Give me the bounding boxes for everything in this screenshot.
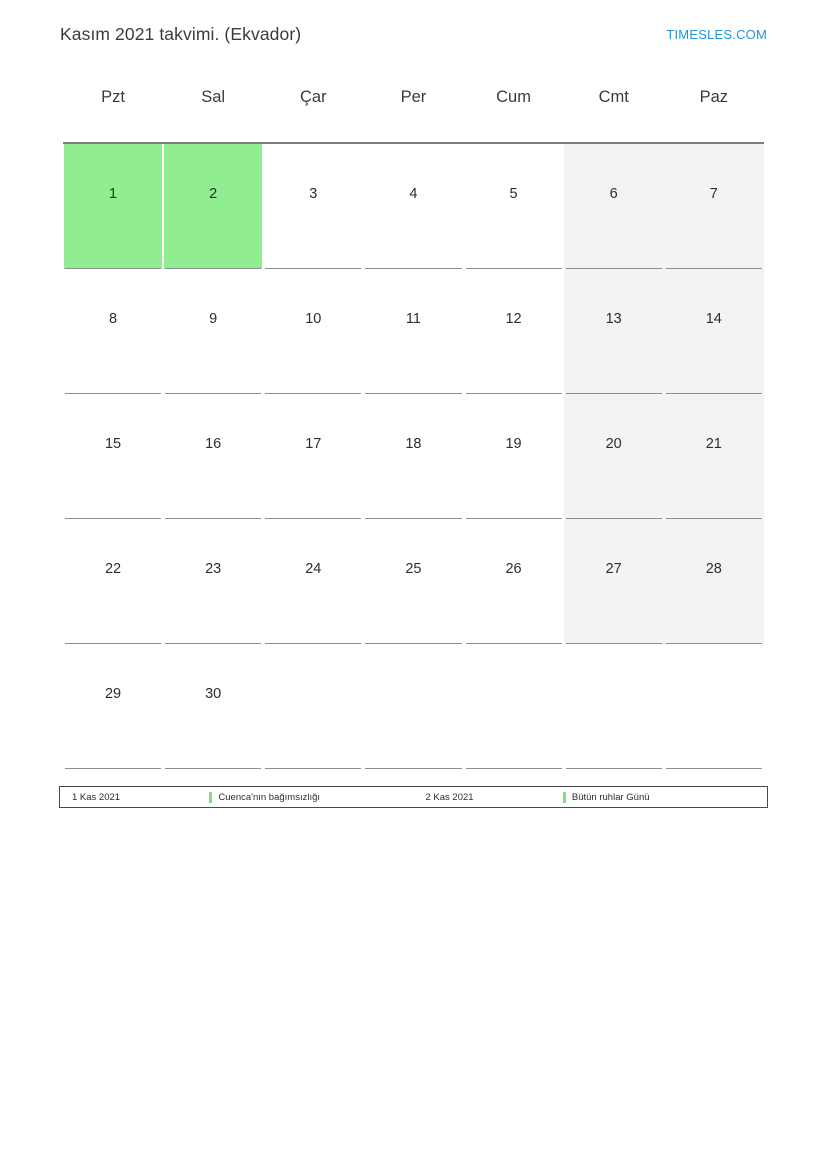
cell-divider [65, 393, 161, 394]
cell-divider [566, 393, 662, 394]
calendar-day-cell[interactable] [464, 394, 564, 519]
brand-link[interactable]: TIMESLES.COM [666, 26, 767, 42]
day-number: 1 [109, 186, 118, 202]
cell-divider [365, 643, 461, 644]
calendar-day-cell[interactable] [163, 644, 263, 769]
cell-divider [566, 518, 662, 519]
calendar-day-cell[interactable] [664, 519, 764, 644]
calendar-day-cell[interactable] [63, 144, 163, 269]
calendar-day-cell[interactable] [163, 269, 263, 394]
cell-divider [365, 393, 461, 394]
day-number: 5 [509, 186, 518, 202]
cell-divider [65, 518, 161, 519]
day-number: 29 [104, 686, 122, 702]
day-number: 10 [305, 311, 322, 327]
calendar-day-cell[interactable] [163, 144, 263, 269]
cell-divider [65, 768, 161, 769]
day-number: 26 [505, 561, 522, 577]
calendar-day-cell[interactable] [564, 144, 664, 269]
cell-divider [165, 393, 261, 394]
weekday-label-per: Per [400, 88, 427, 106]
cell-divider [466, 518, 562, 519]
cell-divider [265, 768, 361, 769]
weekday-label-pzt: Pzt [101, 88, 125, 106]
day-number: 11 [405, 311, 421, 327]
calendar-week-row [63, 144, 764, 269]
calendar-day-cell[interactable] [664, 394, 764, 519]
day-number: 7 [709, 186, 718, 202]
cell-divider [165, 768, 261, 769]
cell-divider [165, 268, 261, 269]
cell-divider [265, 268, 361, 269]
cell-divider [365, 268, 461, 269]
day-number: 24 [305, 561, 322, 577]
calendar-cell-empty [464, 644, 564, 769]
weekday-label-çar: Çar [300, 88, 327, 106]
calendar-week-row [63, 394, 764, 519]
legend-date: 2 Kas 2021 [425, 791, 474, 803]
day-number: 23 [205, 561, 222, 577]
legend-entry [563, 792, 767, 803]
day-number: 20 [605, 436, 622, 452]
cell-divider [566, 268, 662, 269]
legend-color-swatch [209, 792, 212, 803]
day-number: 21 [705, 436, 722, 452]
calendar-cell-empty [664, 644, 764, 769]
holiday-highlight [164, 144, 262, 269]
day-number: 30 [205, 686, 222, 702]
cell-divider [566, 768, 662, 769]
holiday-legend [59, 786, 768, 808]
calendar-day-cell[interactable] [63, 394, 163, 519]
day-number: 8 [109, 311, 118, 327]
cell-divider [466, 768, 562, 769]
day-number: 16 [205, 436, 222, 452]
day-number: 4 [409, 186, 418, 202]
cell-divider [165, 518, 261, 519]
calendar-day-cell[interactable] [363, 519, 463, 644]
cell-divider [265, 518, 361, 519]
day-number: 27 [605, 561, 622, 577]
cell-divider [365, 768, 461, 769]
cell-divider [466, 268, 562, 269]
page-title: Kasım 2021 takvimi. (Ekvador) [60, 23, 302, 44]
cell-divider [165, 643, 261, 644]
calendar-cell-empty [263, 644, 363, 769]
calendar-day-cell[interactable] [363, 144, 463, 269]
cell-divider [566, 643, 662, 644]
cell-divider [365, 518, 461, 519]
legend-holiday-name: Cuenca'nın bağımsızlığı [218, 791, 321, 803]
day-number: 3 [309, 186, 318, 202]
calendar-day-cell[interactable] [63, 644, 163, 769]
day-number: 9 [209, 311, 218, 327]
calendar-day-cell[interactable] [263, 269, 363, 394]
day-number: 14 [705, 311, 722, 327]
cell-divider [666, 393, 762, 394]
calendar-day-cell[interactable] [263, 144, 363, 269]
weekday-label-cum: Cum [496, 88, 531, 106]
calendar-day-cell[interactable] [263, 519, 363, 644]
day-number: 12 [505, 311, 522, 327]
calendar-day-cell[interactable] [664, 144, 764, 269]
day-number: 17 [305, 436, 322, 452]
calendar-day-cell[interactable] [664, 269, 764, 394]
cell-divider [65, 643, 161, 644]
day-number: 2 [209, 186, 218, 202]
calendar-grid [63, 142, 764, 769]
legend-holiday-name: Bütün ruhlar Günü [571, 791, 650, 803]
legend-entry [209, 792, 413, 803]
calendar-day-cell[interactable] [63, 519, 163, 644]
day-number: 25 [405, 561, 422, 577]
cell-divider [666, 768, 762, 769]
calendar-cell-empty [564, 644, 664, 769]
calendar-day-cell[interactable] [163, 519, 263, 644]
day-number: 28 [705, 561, 722, 577]
calendar-day-cell[interactable] [363, 269, 463, 394]
cell-divider [265, 393, 361, 394]
cell-divider [466, 393, 562, 394]
cell-divider [666, 643, 762, 644]
calendar-week-row [63, 269, 764, 394]
calendar-day-cell[interactable] [564, 269, 664, 394]
calendar-day-cell[interactable] [363, 394, 463, 519]
day-number: 6 [609, 186, 618, 202]
cell-divider [265, 643, 361, 644]
calendar-day-cell[interactable] [263, 394, 363, 519]
calendar-day-cell[interactable] [464, 144, 564, 269]
day-number: 18 [405, 436, 422, 452]
calendar-day-cell[interactable] [564, 519, 664, 644]
cell-divider [65, 268, 161, 269]
cell-divider [666, 518, 762, 519]
holiday-highlight [64, 144, 162, 269]
weekday-label-sal: Sal [201, 88, 226, 106]
calendar-day-cell[interactable] [464, 519, 564, 644]
cell-divider [666, 268, 762, 269]
cell-divider [466, 643, 562, 644]
calendar-week-row [63, 644, 764, 769]
calendar-week-row [63, 519, 764, 644]
day-number: 22 [104, 561, 122, 577]
day-number: 15 [104, 436, 122, 452]
legend-date: 1 Kas 2021 [72, 791, 121, 803]
calendar-day-cell[interactable] [163, 394, 263, 519]
calendar-cell-empty [363, 644, 463, 769]
day-number: 13 [605, 311, 622, 327]
calendar-day-cell[interactable] [564, 394, 664, 519]
day-number: 19 [505, 436, 522, 452]
page-header [0, 18, 827, 50]
weekday-label-paz: Paz [699, 88, 729, 106]
calendar-day-cell[interactable] [464, 269, 564, 394]
calendar-day-cell[interactable] [63, 269, 163, 394]
legend-color-swatch [563, 792, 566, 803]
weekday-header-row [63, 88, 764, 107]
weekday-label-cmt: Cmt [598, 88, 629, 106]
